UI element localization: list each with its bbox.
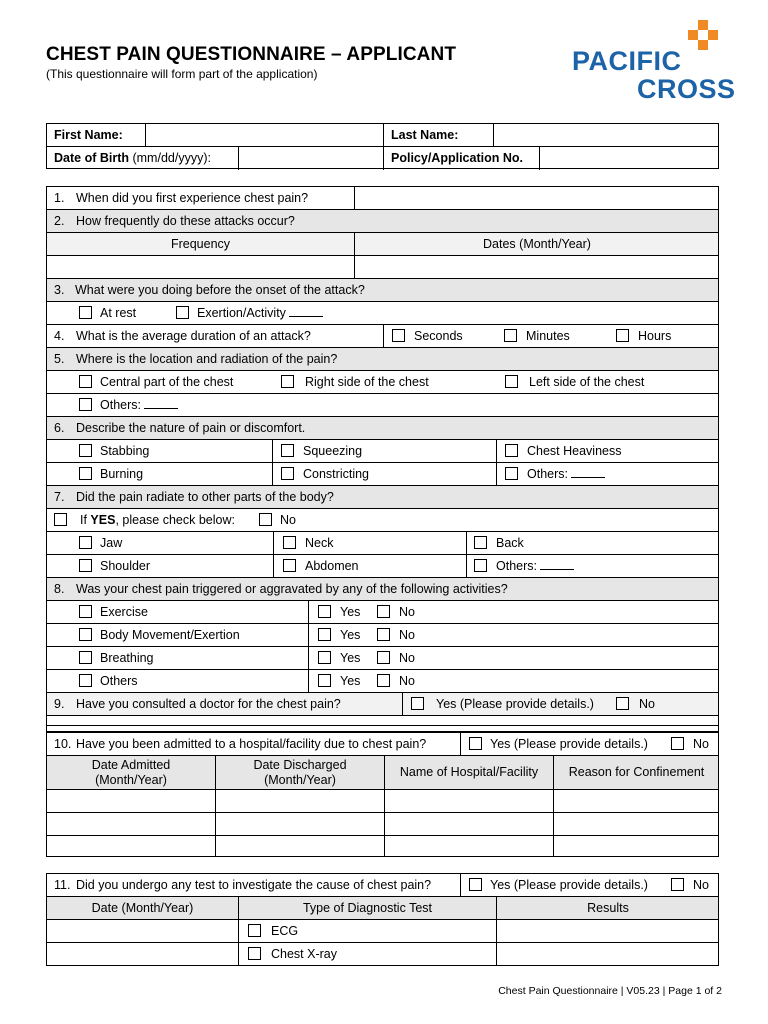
q7-no-label: No [280, 513, 296, 527]
q10-number: 10. [54, 737, 72, 751]
q8-body-movement-no-checkbox[interactable] [377, 628, 390, 641]
q6-others-label: Others: [527, 463, 605, 485]
q8-yes-label: Yes [340, 674, 361, 688]
last-name-label: Last Name: [391, 128, 459, 142]
q11-ecg-label: ECG [271, 924, 299, 938]
q4-hours-label: Hours [638, 329, 672, 343]
q8-yes-label: Yes [340, 605, 361, 619]
q3-at-rest-label: At rest [100, 306, 137, 320]
q5-left-label: Left side of the chest [529, 375, 645, 389]
logo-word-2: CROSS [637, 74, 736, 104]
q8-others-yes-checkbox[interactable] [318, 674, 331, 687]
q5-right-label: Right side of the chest [305, 375, 429, 389]
q10-date-discharged-header: Date Discharged (Month/Year) [253, 757, 347, 787]
q8-no-label: No [399, 674, 415, 688]
q7-abdomen-label: Abdomen [305, 559, 359, 573]
q11-row-xray [47, 943, 718, 966]
q8-row-exercise [47, 601, 718, 624]
q8-number: 8. [54, 582, 65, 596]
q5-others-checkbox[interactable] [79, 398, 92, 411]
q8-row-body-movement [47, 624, 718, 647]
q10-no-checkbox[interactable] [671, 737, 684, 750]
q10-table [46, 732, 719, 857]
q8-exercise-yes-checkbox[interactable] [318, 605, 331, 618]
q10-table-row[interactable] [47, 836, 718, 857]
q10-text: Have you been admitted to a hospital/facility due to chest pain? [76, 737, 427, 751]
q11-no-checkbox[interactable] [671, 878, 684, 891]
q6-text: Describe the nature of pain or discomfort. [76, 421, 306, 435]
q7-text: Did the pain radiate to other parts of the body? [76, 490, 334, 504]
q7-back-checkbox[interactable] [474, 536, 487, 549]
q11-xray-checkbox[interactable] [248, 947, 261, 960]
q8-exercise-checkbox[interactable] [79, 605, 92, 618]
q8-row-breathing [47, 647, 718, 670]
q7-others-checkbox[interactable] [474, 559, 487, 572]
cross-logo-icon [688, 20, 720, 52]
q8-others-checkbox[interactable] [79, 674, 92, 687]
q2-frequency-header: Frequency [170, 237, 231, 251]
page-subtitle: (This questionnaire will form part of the application) [46, 67, 318, 81]
questionnaire-table [46, 186, 719, 726]
q6-others-checkbox[interactable] [505, 467, 518, 480]
q6-burning-label: Burning [100, 467, 144, 481]
q6-constricting-checkbox[interactable] [281, 467, 294, 480]
q5-left-checkbox[interactable] [505, 375, 518, 388]
q8-body-movement-label: Body Movement/Exertion [100, 628, 240, 642]
q1-text: When did you first experience chest pain? [76, 191, 309, 205]
q10-table-row[interactable] [47, 813, 718, 836]
q11-number: 11. [54, 878, 71, 892]
q4-number: 4. [54, 329, 65, 343]
q10-hospital-header: Name of Hospital/Facility [399, 765, 539, 779]
q4-hours-checkbox[interactable] [616, 329, 629, 342]
q10-no-label: No [693, 737, 709, 751]
q5-right-checkbox[interactable] [281, 375, 294, 388]
policy-field[interactable] [540, 147, 719, 170]
q8-body-movement-checkbox[interactable] [79, 628, 92, 641]
q11-yes-checkbox[interactable] [469, 878, 482, 891]
q8-no-label: No [399, 651, 415, 665]
q4-seconds-label: Seconds [414, 329, 463, 343]
q11-xray-label: Chest X-ray [271, 947, 337, 961]
q11-xray-date-field[interactable] [47, 943, 238, 966]
q10-yes-label: Yes (Please provide details.) [490, 737, 648, 751]
q6-squeezing-checkbox[interactable] [281, 444, 294, 457]
q11-table [46, 873, 719, 966]
q8-body-movement-yes-checkbox[interactable] [318, 628, 331, 641]
dob-label: Date of Birth (mm/dd/yyyy): [54, 151, 211, 165]
first-name-label: First Name: [54, 128, 123, 142]
q11-results-header: Results [587, 901, 629, 915]
q11-date-header: Date (Month/Year) [91, 901, 194, 915]
q7-neck-label: Neck [305, 536, 334, 550]
q2-dates-field[interactable] [355, 256, 719, 278]
q8-others-label: Others [100, 674, 138, 688]
q2-dates-header: Dates (Month/Year) [483, 237, 591, 251]
q3-exertion-checkbox[interactable] [176, 306, 189, 319]
q5-text: Where is the location and radiation of the pain? [76, 352, 338, 366]
q5-others-label: Others: [100, 394, 178, 416]
q4-seconds-checkbox[interactable] [392, 329, 405, 342]
q6-squeezing-label: Squeezing [303, 444, 363, 458]
q10-yes-checkbox[interactable] [469, 737, 482, 750]
q3-at-rest-checkbox[interactable] [79, 306, 92, 319]
logo-word-1: PACIFIC [572, 46, 682, 76]
q8-yes-label: Yes [340, 651, 361, 665]
q9-yes-label: Yes (Please provide details.) [436, 697, 594, 711]
q7-back-label: Back [496, 536, 524, 550]
q8-breathing-checkbox[interactable] [79, 651, 92, 664]
q5-central-checkbox[interactable] [79, 375, 92, 388]
q7-shoulder-label: Shoulder [100, 559, 151, 573]
q8-yes-label: Yes [340, 628, 361, 642]
q11-ecg-checkbox[interactable] [248, 924, 261, 937]
q8-row-others [47, 670, 718, 693]
last-name-field[interactable] [494, 124, 719, 146]
q11-row-ecg [47, 920, 718, 943]
q9-no-label: No [639, 697, 655, 711]
q6-number: 6. [54, 421, 65, 435]
q6-stabbing-label: Stabbing [100, 444, 150, 458]
q9-number: 9. [54, 697, 65, 711]
q2-frequency-field[interactable] [47, 256, 354, 278]
q7-if-yes-label: If YES, please check below: [80, 513, 235, 527]
q9-details-field[interactable] [46, 709, 719, 732]
first-name-field[interactable] [146, 124, 383, 146]
q2-number: 2. [54, 214, 65, 228]
q7-jaw-checkbox[interactable] [79, 536, 92, 549]
policy-label: Policy/Application No. [391, 151, 523, 165]
q11-text: Did you undergo any test to investigate the cause of chest pain? [76, 878, 432, 892]
page-footer: Chest Pain Questionnaire | V05.23 | Page 1 of 2 [498, 985, 722, 997]
q4-minutes-checkbox[interactable] [504, 329, 517, 342]
q8-exercise-no-checkbox[interactable] [377, 605, 390, 618]
q7-number: 7. [54, 490, 65, 504]
q8-breathing-yes-checkbox[interactable] [318, 651, 331, 664]
q4-minutes-label: Minutes [526, 329, 570, 343]
q7-no-checkbox[interactable] [259, 513, 272, 526]
q11-yes-label: Yes (Please provide details.) [490, 878, 648, 892]
q8-text: Was your chest pain triggered or aggravated by any of the following activities? [76, 582, 508, 596]
q6-burning-checkbox[interactable] [79, 467, 92, 480]
q8-breathing-no-checkbox[interactable] [377, 651, 390, 664]
q8-breathing-label: Breathing [100, 651, 154, 665]
q7-abdomen-checkbox[interactable] [283, 559, 296, 572]
q11-no-label: No [693, 878, 709, 892]
q8-no-label: No [399, 628, 415, 642]
q11-xray-results-field[interactable] [497, 943, 719, 966]
q6-constricting-label: Constricting [303, 467, 369, 481]
q7-neck-checkbox[interactable] [283, 536, 296, 549]
q11-ecg-date-field[interactable] [47, 920, 238, 942]
q8-exercise-label: Exercise [100, 605, 148, 619]
page-title: CHEST PAIN QUESTIONNAIRE – APPLICANT [46, 44, 457, 65]
q10-reason-header: Reason for Confinement [568, 765, 705, 779]
q10-table-row[interactable] [47, 790, 718, 813]
q2-text: How frequently do these attacks occur? [76, 214, 295, 228]
q5-number: 5. [54, 352, 65, 366]
q10-date-admitted-header: Date Admitted (Month/Year) [91, 757, 171, 787]
q1-number: 1. [54, 191, 65, 205]
dob-field[interactable] [239, 147, 383, 170]
q8-no-label: No [399, 605, 415, 619]
q6-heaviness-label: Chest Heaviness [527, 444, 622, 458]
q6-stabbing-checkbox[interactable] [79, 444, 92, 457]
q11-ecg-results-field[interactable] [497, 920, 719, 942]
q4-text: What is the average duration of an attack? [76, 329, 311, 343]
q6-heaviness-checkbox[interactable] [505, 444, 518, 457]
q7-yes-checkbox[interactable] [54, 513, 67, 526]
q3-exertion-label: Exertion/Activity [197, 302, 323, 324]
q3-number: 3. [54, 283, 65, 297]
q7-others-label: Others: [496, 555, 574, 577]
q5-central-label: Central part of the chest [100, 375, 234, 389]
q8-others-no-checkbox[interactable] [377, 674, 390, 687]
pacific-cross-logo [570, 20, 736, 104]
q9-text: Have you consulted a doctor for the chest pain? [76, 697, 341, 711]
q11-test-type-header: Type of Diagnostic Test [302, 901, 432, 915]
q3-text: What were you doing before the onset of the attack? [75, 283, 365, 297]
q1-answer-field[interactable] [355, 187, 719, 209]
q7-shoulder-checkbox[interactable] [79, 559, 92, 572]
applicant-info-table [46, 123, 719, 169]
q7-jaw-label: Jaw [100, 536, 123, 550]
